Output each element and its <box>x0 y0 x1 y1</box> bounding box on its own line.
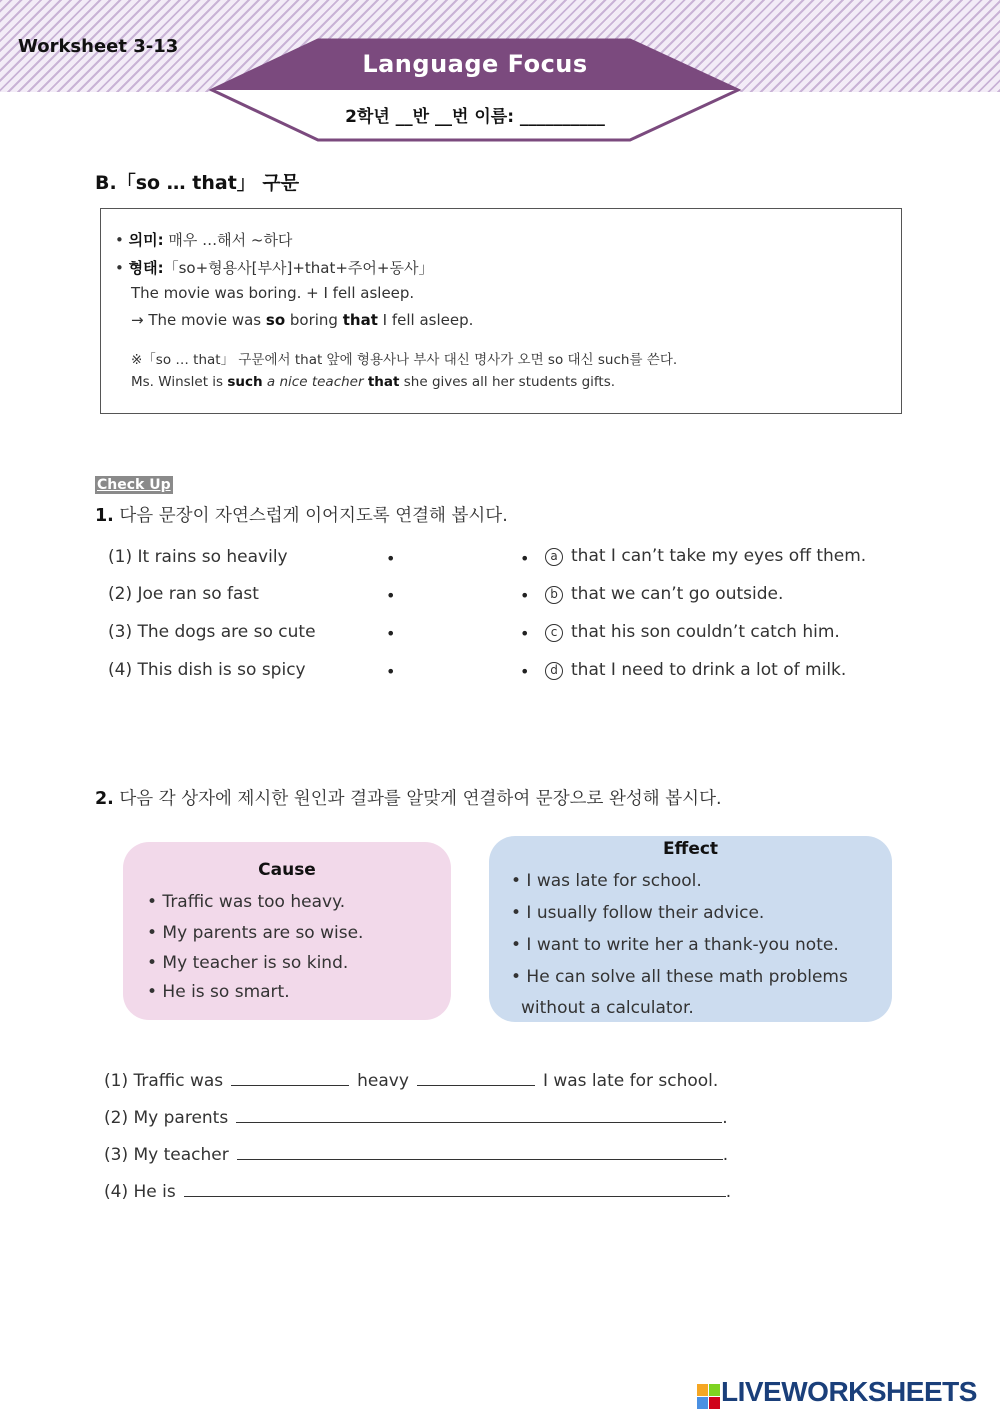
form-line: • 형태:「so+형용사[부사]+that+주어+동사」 <box>115 259 434 277</box>
match-dot-right[interactable]: • <box>520 549 530 568</box>
question-2-number: 2. <box>95 789 114 809</box>
match-dot-right[interactable]: • <box>520 624 530 643</box>
example-2-so: so <box>265 311 286 329</box>
cause-item: • Traffic was too heavy. <box>147 892 346 912</box>
logo-text: LIVEWORKSHEETS <box>721 1376 977 1407</box>
form-text: 「so+형용사[부사]+that+주어+동사」 <box>163 259 434 277</box>
answer-2-period: . <box>722 1108 728 1128</box>
match-right-text: that we can’t go outside. <box>571 584 784 604</box>
answer-line-3 <box>104 1145 728 1165</box>
circled-letter: c <box>545 624 563 642</box>
example-2-mid: boring <box>285 311 343 329</box>
match-right-item <box>545 622 840 643</box>
match-dot-right[interactable]: • <box>520 586 530 605</box>
answer-3-blank[interactable] <box>237 1145 723 1160</box>
answer-line-2 <box>104 1108 728 1128</box>
match-dot-left[interactable]: • <box>386 662 396 681</box>
answer-4-blank[interactable] <box>184 1182 726 1197</box>
answer-1-blank-2[interactable] <box>417 1071 535 1086</box>
student-info-line: 2학년 __반 __번 이름: __________ <box>345 107 605 127</box>
answer-1-blank-1[interactable] <box>231 1071 349 1086</box>
answer-4-pre: (4) He is <box>104 1182 176 1202</box>
effect-item: • He can solve all these math problems <box>511 967 848 987</box>
such-example-pre: Ms. Winslet is <box>131 374 228 390</box>
answer-2-blank[interactable] <box>236 1108 722 1123</box>
effect-box <box>489 836 892 1022</box>
logo-blocks-icon <box>697 1384 721 1410</box>
match-right-item <box>545 584 783 605</box>
section-title: B.「so … that」 구문 <box>95 172 300 194</box>
answer-1-post: I was late for school. <box>542 1071 719 1091</box>
match-right-item <box>545 546 866 567</box>
match-left-item: (4) This dish is so spicy <box>108 660 306 680</box>
effect-title: Effect <box>662 839 719 859</box>
question-2-title <box>95 785 722 810</box>
match-dot-left[interactable]: • <box>386 586 396 605</box>
match-right-item <box>545 660 846 681</box>
question-2-text: 다음 각 상자에 제시한 원인과 결과를 알맞게 연결하여 문장으로 완성해 봅시다. <box>113 789 722 809</box>
cause-item: • My teacher is so kind. <box>147 953 349 973</box>
question-1-number: 1. <box>95 506 114 526</box>
match-right-text: that I need to drink a lot of milk. <box>571 660 847 680</box>
match-left-item: (1) It rains so heavily <box>108 547 288 567</box>
example-2-post: I fell asleep. <box>377 311 474 329</box>
grammar-rule-box <box>100 208 902 414</box>
liveworksheets-logo <box>697 1376 977 1406</box>
match-left-item: (2) Joe ran so fast <box>108 584 259 604</box>
cause-title: Cause <box>258 860 316 880</box>
answer-line-1 <box>104 1071 718 1091</box>
cause-item: • He is so smart. <box>147 982 290 1002</box>
answer-3-period: . <box>722 1145 729 1165</box>
example-2 <box>131 311 473 329</box>
question-1-text: 다음 문장이 자연스럽게 이어지도록 연결해 봅시다. <box>113 506 508 526</box>
example-2-pre: → The movie was <box>131 311 266 329</box>
effect-item: • I was late for school. <box>511 871 702 891</box>
such-example <box>131 374 615 390</box>
meaning-label: 의미: <box>128 231 164 249</box>
such-note: ※「so … that」 구문에서 that 앞에 형용사나 부사 대신 명사가 오면 so 대신 such를 쓴다. <box>131 352 678 368</box>
circled-letter: a <box>545 548 563 566</box>
match-left-item: (3) The dogs are so cute <box>108 622 316 642</box>
match-dot-left[interactable]: • <box>386 624 396 643</box>
cause-box <box>123 842 451 1020</box>
answer-line-4 <box>104 1182 731 1202</box>
such-example-noun: a nice teacher <box>262 374 368 390</box>
circled-letter: d <box>545 662 563 680</box>
banner-title: Language Focus <box>362 50 588 78</box>
match-right-text: that his son couldn’t catch him. <box>571 622 840 642</box>
answer-4-period: . <box>725 1182 732 1202</box>
such-example-post: she gives all her students gifts. <box>399 374 616 390</box>
such-example-that: that <box>367 374 400 390</box>
question-1-title <box>95 502 508 527</box>
match-right-text: that I can’t take my eyes off them. <box>571 546 867 566</box>
answer-2-pre: (2) My parents <box>104 1108 229 1128</box>
answer-1-mid: heavy <box>357 1071 409 1091</box>
effect-item: • I usually follow their advice. <box>511 903 765 923</box>
form-label: 형태: <box>128 259 164 277</box>
effect-item: • I want to write her a thank-you note. <box>511 935 839 955</box>
circled-letter: b <box>545 586 563 604</box>
meaning-text: 매우 …해서 ~하다 <box>163 231 293 249</box>
answer-3-pre: (3) My teacher <box>104 1145 229 1165</box>
example-1: The movie was boring. + I fell asleep. <box>131 284 415 302</box>
worksheet-id: Worksheet 3-13 <box>18 36 179 57</box>
match-dot-right[interactable]: • <box>520 662 530 681</box>
answer-1-pre: (1) Traffic was <box>104 1071 224 1091</box>
match-dot-left[interactable]: • <box>386 549 396 568</box>
cause-item: • My parents are so wise. <box>147 923 364 943</box>
example-2-that: that <box>342 311 378 329</box>
such-example-such: such <box>227 374 263 390</box>
check-up-label: Check Up <box>97 477 171 493</box>
meaning-line: • 의미: 매우 …해서 ~하다 <box>115 231 293 249</box>
effect-item: without a calculator. <box>521 998 694 1018</box>
